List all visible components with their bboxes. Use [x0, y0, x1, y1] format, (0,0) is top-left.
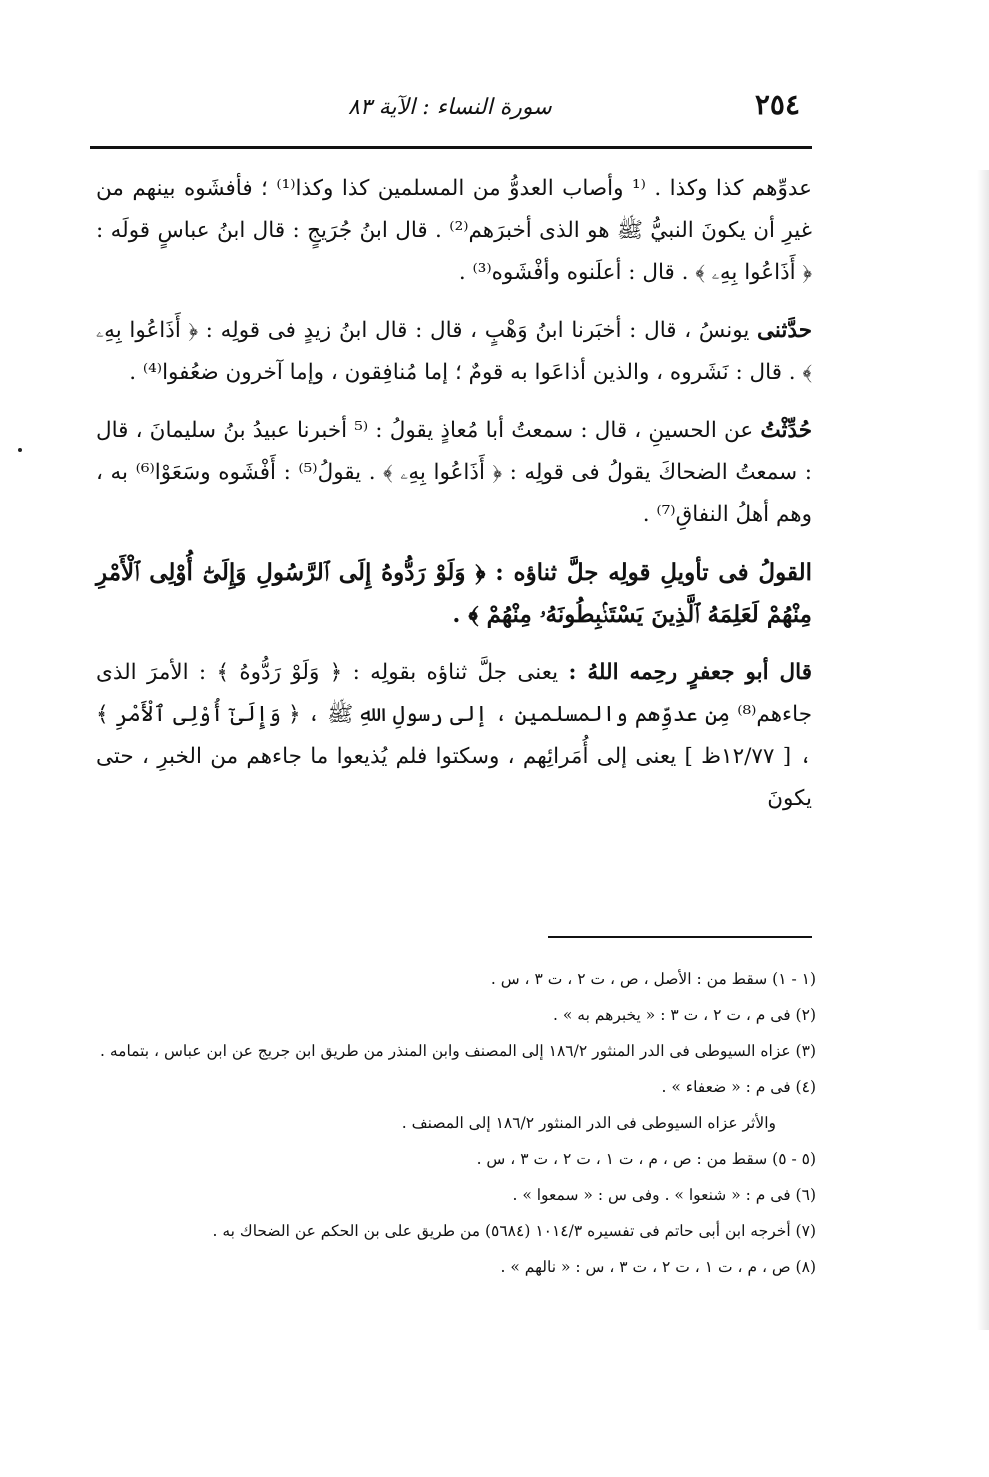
footnote-8: (٨) ص ، م ، ت ١ ، ت ٢ ، ت ٣ ، س : « نالهم » .	[500, 1258, 816, 1276]
footnote-4-continued: والأثر عزاه السيوطى فى الدر المنثور ١٨٦/٢ إلى المصنف .	[401, 1114, 776, 1132]
footnote-6: (٦) فى م : « شنعوا » . وفى س : « سمعوا » .	[512, 1186, 816, 1204]
paragraph-2	[96, 310, 812, 394]
paragraph-3-lead: حُدِّثْتُ	[760, 418, 812, 443]
paragraph-4-text: يعنى جلَّ ثناؤه بقولِه : ﴿ وَلَوْ رَدُّوهُ ﴾ : الأمرَ الذى جاءهم⁽⁸⁾ مِن عدوِّهم والمسلمين ، إلى رسولِ اللهِ ﷺ ، ﴿ وَإِلَىٰٓ أُوْلِى ٱلْأَمْرِ ﴾ ، [ ١٢/٧٧ظ ] يعنى إلى أُمَرائِهم ، وسكتوا فلم يُذيعوا ما جاءهم من الخبرِ ، حتى يكونَ	[96, 660, 812, 811]
footnote-4: (٤) فى م : « ضعفاء » .	[661, 1078, 816, 1096]
footnote-2: (٢) فى م ، ت ٢ ، ت ٣ : « يخبرهم به » .	[553, 1006, 816, 1024]
running-title: سورة النساء : الآية ٨٣	[348, 95, 552, 120]
paragraph-1: عدوِّهم كذا وكذا . ⁽¹ وأصاب العدوُّ من المسلمين كذا وكذا⁽¹⁾ ؛ فأفشَوه بينهم من غيرِ أن يكونَ النبيُّ ﷺ هو الذى أخبرَهم⁽²⁾ . قال ابنُ جُرَيجٍ : قال ابنُ عباسٍ قولَه : ﴿ أَذَاعُوا بِهِۦ ﴾ . قال : أعلَنوه وأفْشَوه⁽³⁾ .	[96, 176, 813, 285]
footnotes	[96, 966, 816, 1290]
paragraph-4-lead: قال أبو جعفرٍ رحِمه اللهُ :	[568, 660, 812, 685]
paragraph-3-text: عن الحسينِ ، قال : سمعتُ أبا مُعاذٍ يقولُ : ⁽⁵ أخبرنا عبيدُ بنُ سليمانَ ، قال : سمعتُ الضحاكَ يقولُ فى قولِه : ﴿ أَذَاعُوا بِهِۦ ﴾ . يقولُ⁽⁵⁾ : أَفْشَوه وسَعَوْا⁽⁶⁾ به ، وهم أهلُ النفاقِ⁽⁷⁾ .	[96, 418, 812, 527]
section-heading: القولُ فى تأويلِ قولِه جلَّ ثناؤه : ﴿ وَلَوْ رَدُّوهُ إِلَى ٱلرَّسُولِ وَإِلَىٰٓ أُوْلِى ٱلْأَمْرِ مِنْهُمْ لَعَلِمَهُ ٱلَّذِينَ يَسْتَنۢبِطُونَهُۥ مِنْهُمْ ﴾ .	[96, 559, 812, 628]
footnote-7: (٧) أخرجه ابن أبى حاتم فى تفسيره ١٠١٤/٣ (٥٦٨٤) من طريق على بن الحكم عن الضحاك به .	[212, 1222, 816, 1240]
footnote-5: (٥ - ٥) سقط من : ص ، م ، ت ١ ، ت ٢ ، ت ٣ ، س .	[476, 1150, 816, 1168]
footnote-1: (١ - ١) سقط من : الأصل ، ص ، ت ٢ ، ت ٣ ، س .	[490, 970, 816, 988]
scan-edge-shadow	[977, 170, 989, 1330]
footnote-3: (٣) عزاه السيوطى فى الدر المنثور ١٨٦/٢ إلى المصنف وابن المنذر من طريق ابن جريج عن ابن عباس ، بتمامه .	[99, 1042, 816, 1060]
header-divider	[90, 146, 812, 149]
paragraph-3	[96, 410, 812, 536]
scan-mark	[18, 448, 22, 452]
page-header	[348, 88, 800, 128]
footnote-divider	[548, 936, 812, 938]
main-text	[96, 168, 812, 836]
paragraph-2-lead: حدَّثنى	[757, 318, 812, 343]
page-number: ٢٥٤	[754, 88, 800, 121]
paragraph-2-text: يونسُ ، قال : أخبَرنا ابنُ وَهْبٍ ، قال : قال ابنُ زيدٍ فى قولِه : ﴿ أَذَاعُوا بِهِۦ ﴾ . قال : نَشَروه ، والذين أذاعَوا به قومٌ ؛ إما مُنافِقون ، وإما آخرون ضعُفوا⁽⁴⁾ .	[96, 318, 812, 385]
paragraph-4	[96, 652, 812, 820]
